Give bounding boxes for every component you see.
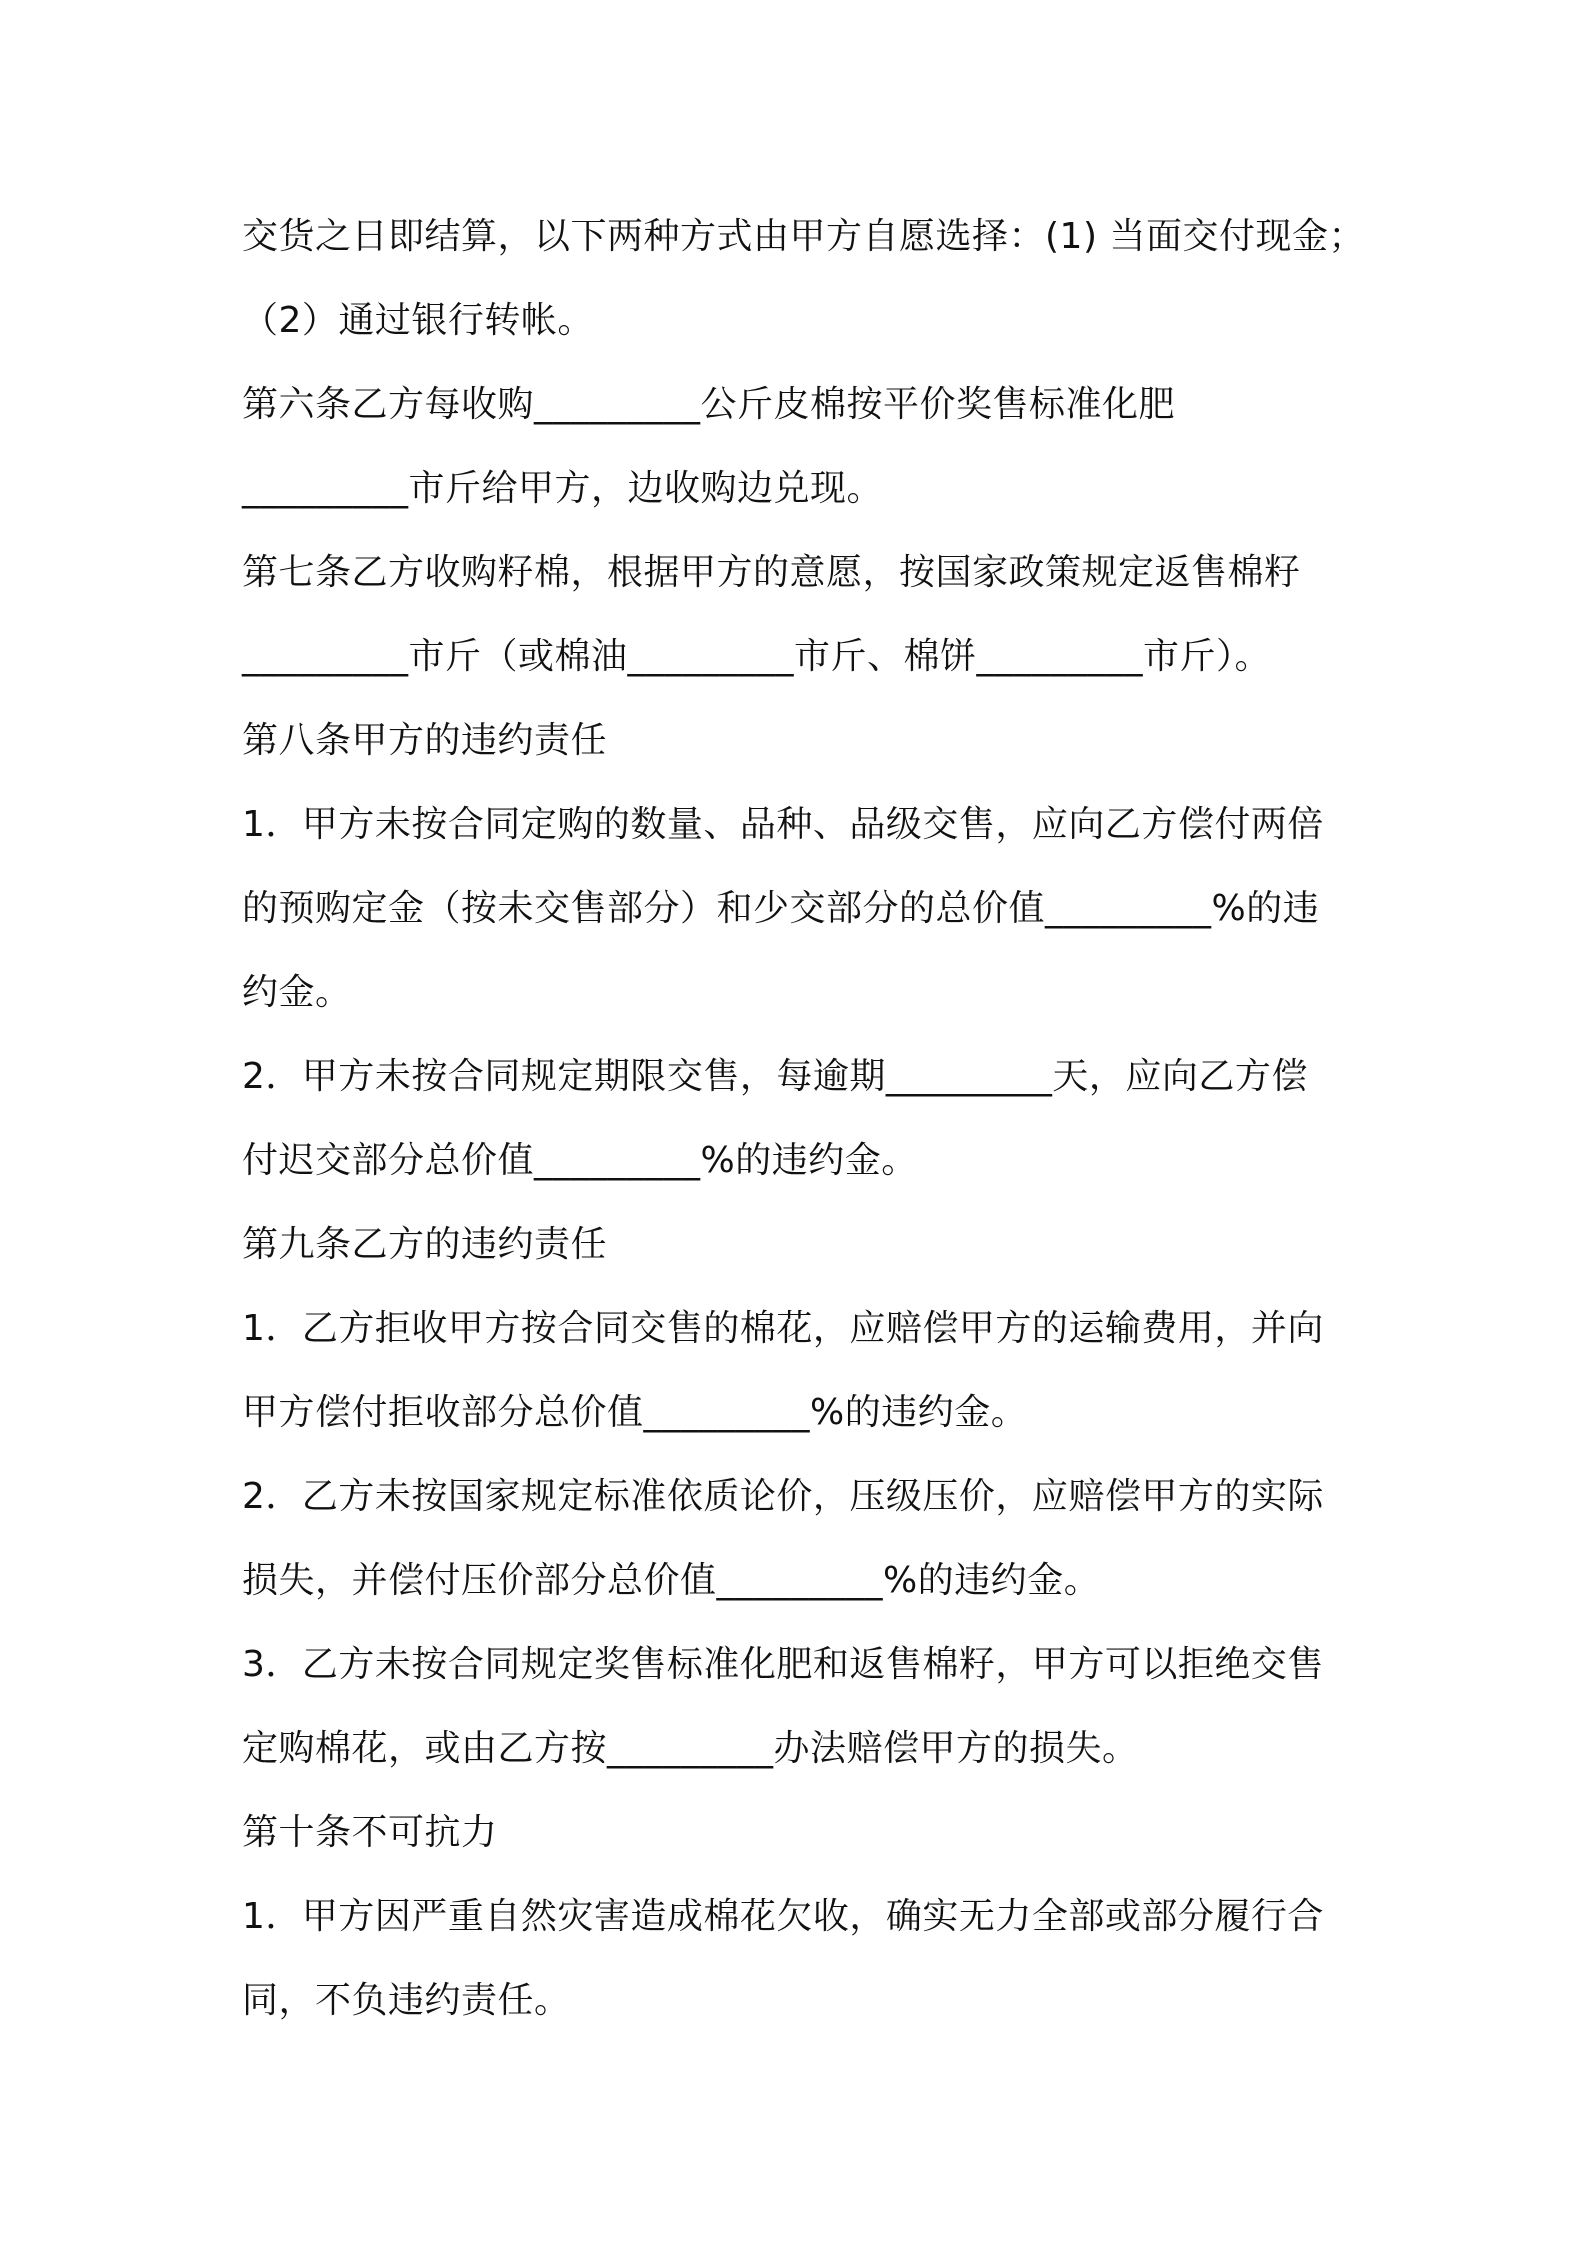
article-10-heading: 第十条不可抗力 [242, 1812, 498, 1853]
text-line-settlement-methods: 交货之日即结算，以下两种方式由甲方自愿选择：(1) 当面交付现金； [242, 216, 1365, 257]
article-9-heading: 第九条乙方的违约责任 [242, 1224, 608, 1265]
article-8-heading: 第八条甲方的违约责任 [242, 720, 608, 761]
article-8-clause-1-line-3: 约金。 [242, 972, 352, 1013]
article-9-clause-3-line-2: 定购棉花，或由乙方按_________办法赔偿甲方的损失。 [242, 1728, 1139, 1769]
article-7-line-1: 第七条乙方收购籽棉，根据甲方的意愿，按国家政策规定返售棉籽 [242, 552, 1301, 593]
text-line-bank-transfer: （2）通过银行转帐。 [242, 300, 594, 341]
article-9-clause-2-line-1: 2．乙方未按国家规定标准依质论价，压级压价，应赔偿甲方的实际 [242, 1476, 1324, 1517]
article-8-clause-1-line-2: 的预购定金（按未交售部分）和少交部分的总价值_________%的违 [242, 888, 1320, 929]
article-8-clause-2-line-1: 2．甲方未按合同规定期限交售，每逾期_________天，应向乙方偿 [242, 1056, 1308, 1097]
article-7-line-2: _________市斤（或棉油_________市斤、棉饼_________市斤）。 [242, 636, 1272, 677]
article-9-clause-1-line-1: 1．乙方拒收甲方按合同交售的棉花，应赔偿甲方的运输费用，并向 [242, 1308, 1324, 1349]
contract-text-body [242, 195, 1365, 2043]
article-10-clause-1-line-2: 同，不负违约责任。 [242, 1980, 571, 2021]
article-8-clause-2-line-2: 付迟交部分总价值_________%的违约金。 [242, 1140, 918, 1181]
article-6-line-1: 第六条乙方每收购_________公斤皮棉按平价奖售标准化肥 [242, 384, 1176, 425]
article-10-clause-1-line-1: 1．甲方因严重自然灾害造成棉花欠收，确实无力全部或部分履行合 [242, 1896, 1324, 1937]
article-6-line-2: _________市斤给甲方，边收购边兑现。 [242, 468, 884, 509]
article-9-clause-2-line-2: 损失，并偿付压价部分总价值_________%的违约金。 [242, 1560, 1101, 1601]
article-9-clause-3-line-1: 3．乙方未按合同规定奖售标准化肥和返售棉籽，甲方可以拒绝交售 [242, 1644, 1324, 1685]
article-9-clause-1-line-2: 甲方偿付拒收部分总价值_________%的违约金。 [242, 1392, 1028, 1433]
article-8-clause-1-line-1: 1．甲方未按合同定购的数量、品种、品级交售，应向乙方偿付两倍 [242, 804, 1324, 845]
